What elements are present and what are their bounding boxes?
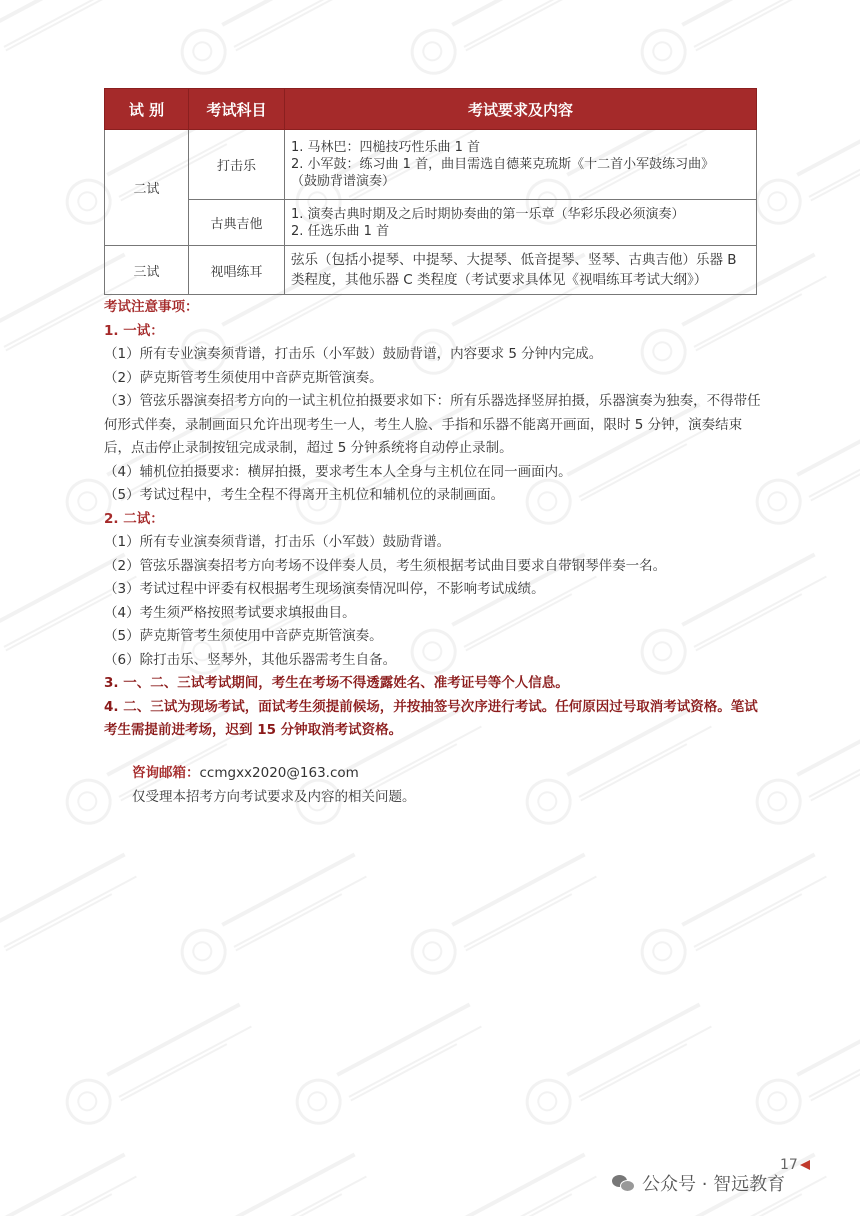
content-percussion bbox=[285, 130, 757, 200]
contact-email-line bbox=[132, 762, 416, 786]
watermark-logo bbox=[629, 0, 851, 88]
exam-notes bbox=[104, 296, 764, 743]
content-line: 1. 演奏古典时期及之后时期协奏曲的第一乐章（华彩乐段必须演奏） bbox=[291, 206, 685, 222]
note-item: （1）所有专业演奏须背谱，打击乐（小军鼓）鼓励背谱，内容要求 5 分钟内完成。 bbox=[104, 346, 603, 362]
note-item: （6）除打击乐、竖琴外，其他乐器需考生自备。 bbox=[104, 651, 397, 668]
contact-label: 咨询邮箱： bbox=[132, 765, 200, 781]
watermark-logo bbox=[0, 0, 161, 88]
content-line: （鼓励背谱演奏） bbox=[291, 174, 396, 189]
note-item: （3）管弦乐器演奏招考方向的一试主机位拍摄要求如下：所有乐器选择竖屏拍摄，乐器演奏为独奏，不得带任何形式伴奏，录制画面只允许出现考生一人，考生人脸、手指和乐器不能离开画面，限时 5 分钟，演奏结束后，点击停止录制按钮完成录制，超过 5 分钟系统将自动停止录制。 bbox=[104, 393, 761, 456]
subject-sightsinging: 视唱练耳 bbox=[189, 246, 285, 295]
note-item: （2）管弦乐器演奏招考方向考场不设伴奏人员，考生须根据考试曲目要求自带钢琴伴奏一名。 bbox=[104, 557, 667, 574]
table-header-row bbox=[105, 89, 757, 130]
header-content: 考试要求及内容 bbox=[285, 89, 757, 130]
watermark-logo bbox=[744, 982, 860, 1138]
note-item: （4）考生须严格按照考试要求填报曲目。 bbox=[104, 604, 356, 621]
watermark-logo bbox=[169, 1132, 391, 1216]
watermark-logo bbox=[629, 832, 851, 988]
round-cell-2: 二试 bbox=[105, 130, 189, 246]
content-line: 1. 马林巴：四槌技巧性乐曲 1 首 bbox=[291, 140, 481, 155]
watermark-logo bbox=[54, 982, 276, 1138]
content-sightsinging: 弦乐（包括小提琴、中提琴、大提琴、低音提琴、竖琴、古典吉他）乐器 B 类程度，其他乐器 C 类程度（考试要求具体见《视唱练耳考试大纲》） bbox=[285, 246, 757, 295]
note-item: （3）考试过程中评委有权根据考生现场演奏情况叫停，不影响考试成绩。 bbox=[104, 581, 545, 597]
subject-guitar: 古典吉他 bbox=[189, 200, 285, 246]
note-item: （2）萨克斯管考生须使用中音萨克斯管演奏。 bbox=[104, 369, 383, 386]
contact-email[interactable]: ccmgxx2020@163.com bbox=[199, 765, 359, 781]
notes-title: 考试注意事项： bbox=[104, 299, 199, 315]
content-line: 2. 小军鼓：练习曲 1 首，曲目需选自德莱克琉斯《十二首小军鼓练习曲》 bbox=[291, 157, 715, 172]
note-item: （5）考试过程中，考生全程不得离开主机位和辅机位的录制画面。 bbox=[104, 487, 505, 503]
subject-percussion: 打击乐 bbox=[189, 130, 285, 200]
round-cell-3: 三试 bbox=[105, 246, 189, 295]
note-item: （1）所有专业演奏须背谱，打击乐（小军鼓）鼓励背谱。 bbox=[104, 534, 451, 550]
header-round: 试 别 bbox=[105, 89, 189, 130]
watermark-logo bbox=[0, 832, 161, 988]
watermark-logo bbox=[169, 0, 391, 88]
watermark-logo bbox=[399, 0, 621, 88]
watermark-logo bbox=[284, 982, 506, 1138]
table-row bbox=[105, 246, 757, 295]
note-bold-4: 4. 二、三试为现场考试，面试考生须提前候场，并按抽签号次序进行考试。任何原因过号取消考试资格。笔试考生需提前进考场，迟到 15 分钟取消考试资格。 bbox=[104, 698, 758, 738]
wechat-label: 公众号 · 智远教育 bbox=[642, 1174, 786, 1195]
contact-block bbox=[132, 762, 416, 809]
header-subject: 考试科目 bbox=[189, 89, 285, 130]
note-item: （4）辅机位拍摄要求：横屏拍摄，要求考生本人全身与主机位在同一画面内。 bbox=[104, 463, 572, 480]
note-item: （5）萨克斯管考生须使用中音萨克斯管演奏。 bbox=[104, 628, 383, 644]
watermark-logo bbox=[514, 982, 736, 1138]
watermark-logo bbox=[169, 832, 391, 988]
watermark-logo bbox=[744, 82, 860, 238]
contact-note: 仅受理本招考方向考试要求及内容的相关问题。 bbox=[132, 788, 416, 805]
exam-requirements-table bbox=[104, 88, 757, 295]
content-line: 2. 任选乐曲 1 首 bbox=[291, 223, 390, 239]
page-number: 17 bbox=[780, 1157, 798, 1173]
watermark-logo bbox=[399, 832, 621, 988]
section2-title: 2. 二试： bbox=[104, 510, 164, 527]
wechat-account-tag bbox=[612, 1170, 785, 1196]
note-bold-3: 3. 一、二、三试考试期间，考生在考场不得透露姓名、准考证号等个人信息。 bbox=[104, 675, 569, 691]
section1-title: 1. 一试： bbox=[104, 322, 164, 339]
table-row bbox=[105, 130, 757, 200]
wechat-icon bbox=[612, 1175, 634, 1191]
page-marker-icon bbox=[800, 1160, 810, 1170]
watermark-logo bbox=[399, 1132, 621, 1216]
table-row bbox=[105, 200, 757, 246]
content-guitar bbox=[285, 200, 757, 246]
watermark-logo bbox=[0, 1132, 161, 1216]
